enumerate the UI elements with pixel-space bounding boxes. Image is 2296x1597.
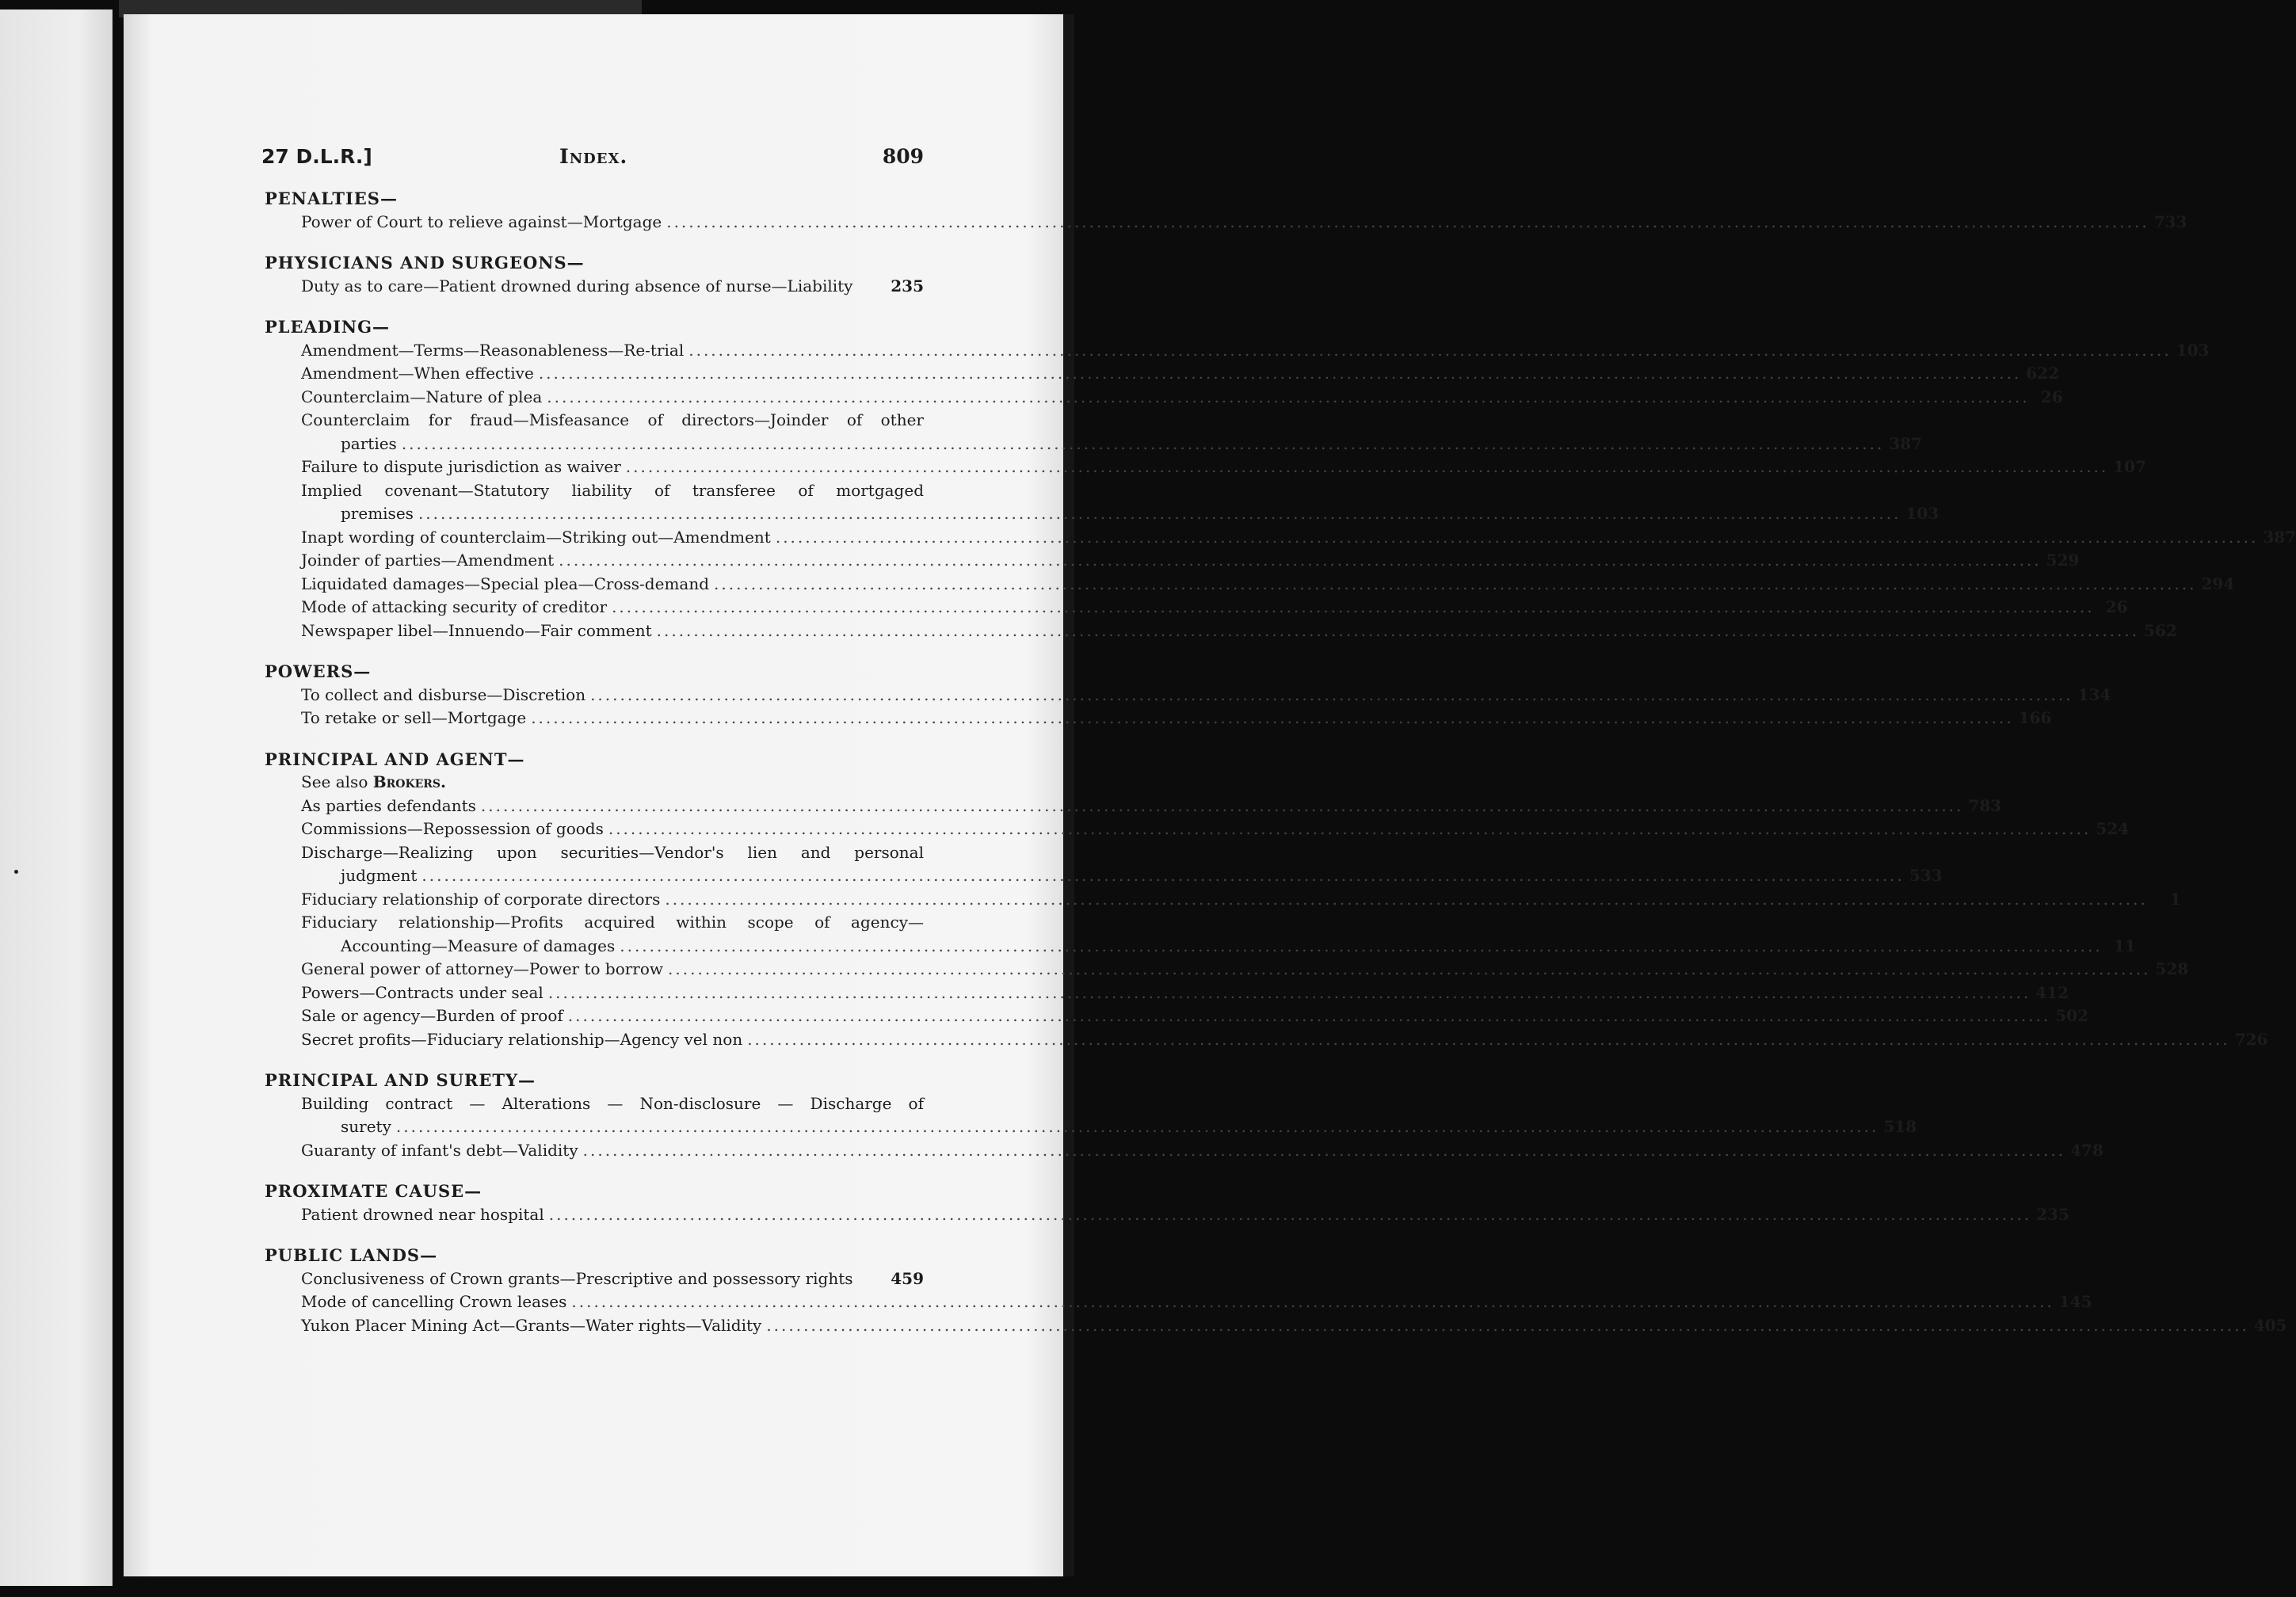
- dot-leader: ........................................................................................................................................................................................................: [582, 1140, 2066, 1160]
- dot-leader: ........................................................................................................................................................................................................: [538, 364, 2022, 383]
- index-entry: [261, 455, 2147, 479]
- index-entry: [261, 526, 2296, 550]
- index-entry-continuation: [261, 935, 2136, 959]
- dot-leader: ........................................................................................................................................................................................................: [547, 387, 2030, 406]
- index-list: [261, 187, 2296, 1337]
- entry-text: Amendment—Terms—Reasonableness—Re-trial: [301, 340, 685, 360]
- entry-page-number: 387: [1889, 433, 1923, 453]
- entry-text: Amendment—When effective: [301, 364, 534, 383]
- entry-text: Inapt wording of counterclaim—Striking out—Amendment: [301, 527, 771, 547]
- index-heading: PRINCIPAL AND AGENT—: [265, 749, 525, 769]
- index-entry: [261, 841, 924, 865]
- dot-leader: ........................................................................................................................................................................................................: [480, 795, 1964, 815]
- entry-text: To collect and disburse—Discretion: [301, 684, 586, 704]
- entry-text: Building contract — Alterations — Non-disclosure — Discharge of: [301, 1093, 924, 1113]
- index-entry-continuation: [261, 433, 1923, 456]
- entry-text: judgment: [341, 866, 418, 885]
- entry-text: parties: [341, 433, 397, 453]
- index-entry: [261, 795, 2002, 818]
- entry-text: Fiduciary relationship—Profits acquired within scope of agency—: [301, 913, 924, 932]
- entry-page-number: 528: [2155, 959, 2189, 978]
- entry-page-number: 26: [2040, 387, 2063, 406]
- entry-text: Joinder of parties—Amendment: [301, 551, 555, 570]
- entry-text: Counterclaim—Nature of plea: [301, 387, 543, 406]
- entry-text: Patient drowned near hospital: [301, 1204, 544, 1224]
- entry-page-number: 733: [2153, 212, 2187, 231]
- dot-leader: ........................................................................................................................................................................................................: [548, 1204, 2032, 1224]
- entry-page-number: 502: [2055, 1006, 2089, 1025]
- index-entry: [261, 596, 2128, 619]
- page-title: Index.: [559, 145, 628, 168]
- index-heading: PUBLIC LANDS—: [265, 1245, 438, 1265]
- entry-text: Conclusiveness of Crown grants—Prescriptive and possessory rights: [301, 1268, 853, 1288]
- entry-text: Counterclaim for fraud—Misfeasance of directors—Joinder of other: [301, 410, 924, 429]
- index-entry: [261, 362, 2060, 386]
- entry-text: Accounting—Measure of damages: [341, 936, 616, 955]
- index-entry: [261, 684, 2111, 707]
- dot-leader: ........................................................................................................................................................................................................: [401, 433, 1885, 453]
- index-entry: [261, 1314, 2287, 1338]
- dot-leader: ........................................................................................................................................................................................................: [668, 959, 2151, 978]
- dot-leader: ........................................................................................................................................................................................................: [714, 574, 2197, 593]
- dot-leader: ........................................................................................................................................................................................................: [766, 1315, 2249, 1335]
- index-entry-continuation: [261, 864, 1943, 888]
- index-entry: [261, 211, 2187, 234]
- entry-page-number: 533: [1909, 866, 1943, 885]
- see-also-reference: Brokers.: [372, 772, 446, 791]
- entry-text: Discharge—Realizing upon securities—Vendor's lien and personal: [301, 842, 924, 862]
- index-entry: [261, 619, 2177, 643]
- entry-text: Liquidated damages—Special plea—Cross-demand: [301, 574, 710, 593]
- entry-text: Yukon Placer Mining Act—Grants—Water rights—Validity: [301, 1315, 762, 1335]
- volume-reference: 27 D.L.R.]: [261, 145, 372, 168]
- entry-text: surety: [341, 1117, 391, 1136]
- index-entry: [261, 981, 2069, 1005]
- entry-page-number: 783: [1968, 795, 2002, 815]
- index-entry: [261, 1092, 924, 1116]
- index-entry: [261, 1139, 2103, 1163]
- entry-page-number: 145: [2058, 1292, 2092, 1311]
- dot-leader: ........................................................................................................................................................................................................: [620, 936, 2103, 955]
- entry-page-number: 405: [2253, 1315, 2287, 1335]
- index-entry: [261, 1004, 2089, 1028]
- index-heading: PHYSICIANS AND SURGEONS—: [265, 253, 585, 273]
- entry-page-number: 11: [2113, 936, 2136, 955]
- dot-leader: ........................................................................................................................................................................................................: [656, 620, 2140, 640]
- index-entry: [261, 339, 2210, 363]
- page-number: 809: [882, 145, 924, 168]
- entry-text: Secret profits—Fiduciary relationship—Agency vel non: [301, 1029, 743, 1049]
- index-entry: [261, 958, 2189, 981]
- index-entry: [261, 888, 2181, 912]
- entry-page-number: 518: [1883, 1117, 1917, 1136]
- entry-page-number: 134: [2077, 684, 2111, 704]
- entry-text: Powers—Contracts under seal: [301, 982, 543, 1002]
- index-entry: [261, 386, 2063, 410]
- dot-leader: ........................................................................................................................................................................................................: [747, 1029, 2230, 1049]
- running-head: [261, 141, 924, 173]
- dot-leader: ........................................................................................................................................................................................................: [665, 889, 2148, 909]
- entry-text: Implied covenant—Statutory liability of transferee of mortgaged: [301, 480, 924, 500]
- index-entry-continuation: [261, 1115, 1917, 1139]
- index-entry: [261, 549, 2080, 573]
- entry-text: General power of attorney—Power to borrow: [301, 959, 664, 978]
- see-also: [261, 771, 924, 795]
- entry-page-number: 529: [2046, 551, 2080, 570]
- dot-leader: ........................................................................................................................................................................................................: [666, 212, 2149, 231]
- dot-leader: ........................................................................................................................................................................................................: [418, 504, 1901, 523]
- index-entry: [261, 1028, 2268, 1052]
- index-heading: PENALTIES—: [265, 189, 398, 208]
- entry-text: Guaranty of infant's debt—Validity: [301, 1140, 578, 1160]
- entry-page-number: 235: [2036, 1204, 2069, 1224]
- dot-leader: ........................................................................................................................................................................................................: [531, 708, 2014, 727]
- index-entry: [261, 1203, 2069, 1227]
- dot-leader: ........................................................................................................................................................................................................: [547, 982, 2031, 1002]
- entry-page-number: 459: [891, 1268, 924, 1288]
- index-heading: PLEADING—: [265, 317, 391, 337]
- entry-page-number: 726: [2234, 1029, 2268, 1049]
- dot-leader: ........................................................................................................................................................................................................: [395, 1117, 1879, 1136]
- dot-leader: ........................................................................................................................................................................................................: [688, 340, 2172, 360]
- facing-page: [0, 10, 113, 1586]
- dot-leader: ........................................................................................................................................................................................................: [571, 1292, 2054, 1311]
- entry-text: Mode of cancelling Crown leases: [301, 1292, 567, 1311]
- entry-text: Sale or agency—Burden of proof: [301, 1006, 563, 1025]
- index-entry: [261, 707, 2052, 730]
- entry-page-number: 107: [2113, 457, 2147, 476]
- entry-text: To retake or sell—Mortgage: [301, 708, 527, 727]
- entry-page-number: 235: [891, 276, 924, 295]
- entry-text: Mode of attacking security of creditor: [301, 597, 608, 616]
- scan-speck: [14, 870, 18, 874]
- dot-leader: ........................................................................................................................................................................................................: [567, 1006, 2051, 1025]
- dot-leader: ........................................................................................................................................................................................................: [608, 819, 2092, 838]
- index-entry: [261, 275, 924, 299]
- index-entry: [261, 479, 924, 503]
- entry-text: premises: [341, 504, 414, 523]
- index-entry: [261, 573, 2235, 596]
- entry-text: Fiduciary relationship of corporate directors: [301, 889, 661, 909]
- entry-page-number: 478: [2070, 1140, 2103, 1160]
- entry-page-number: 622: [2026, 364, 2060, 383]
- entry-page-number: 103: [2176, 340, 2210, 360]
- entry-text: As parties defendants: [301, 795, 476, 815]
- entry-text: Failure to dispute jurisdiction as waiver: [301, 457, 621, 476]
- index-heading: PROXIMATE CAUSE—: [265, 1181, 482, 1201]
- dot-leader: ........................................................................................................................................................................................................: [775, 527, 2259, 547]
- dot-leader: ........................................................................................................................................................................................................: [625, 457, 2109, 476]
- entry-text: Power of Court to relieve against—Mortgage: [301, 212, 662, 231]
- entry-page-number: 412: [2035, 982, 2069, 1002]
- dot-leader: ........................................................................................................................................................................................................: [612, 597, 2095, 616]
- index-entry: [261, 1290, 2092, 1314]
- entry-text: Commissions—Repossession of goods: [301, 819, 604, 838]
- entry-text: Newspaper libel—Innuendo—Fair comment: [301, 620, 652, 640]
- entry-page-number: 294: [2201, 574, 2235, 593]
- dot-leader: ........................................................................................................................................................................................................: [421, 866, 1905, 885]
- dot-leader: ........................................................................................................................................................................................................: [559, 551, 2042, 570]
- index-entry-continuation: [261, 502, 1939, 526]
- index-heading: PRINCIPAL AND SURETY—: [265, 1070, 536, 1090]
- entry-page-number: 103: [1905, 504, 1939, 523]
- entry-page-number: 26: [2105, 597, 2128, 616]
- index-heading: POWERS—: [265, 661, 372, 681]
- index-entry: [261, 1267, 924, 1291]
- index-entry: [261, 911, 924, 935]
- entry-page-number: 387: [2263, 527, 2296, 547]
- entry-text: Duty as to care—Patient drowned during absence of nurse—Liability: [301, 276, 853, 295]
- index-entry: [261, 409, 924, 433]
- entry-page-number: 1: [2169, 889, 2181, 909]
- see-also-prefix: See also: [301, 772, 368, 791]
- entry-page-number: 562: [2144, 620, 2177, 640]
- entry-page-number: 166: [2018, 708, 2052, 727]
- entry-page-number: 524: [2096, 819, 2130, 838]
- dot-leader: ........................................................................................................................................................................................................: [590, 684, 2073, 704]
- index-entry: [261, 818, 2130, 841]
